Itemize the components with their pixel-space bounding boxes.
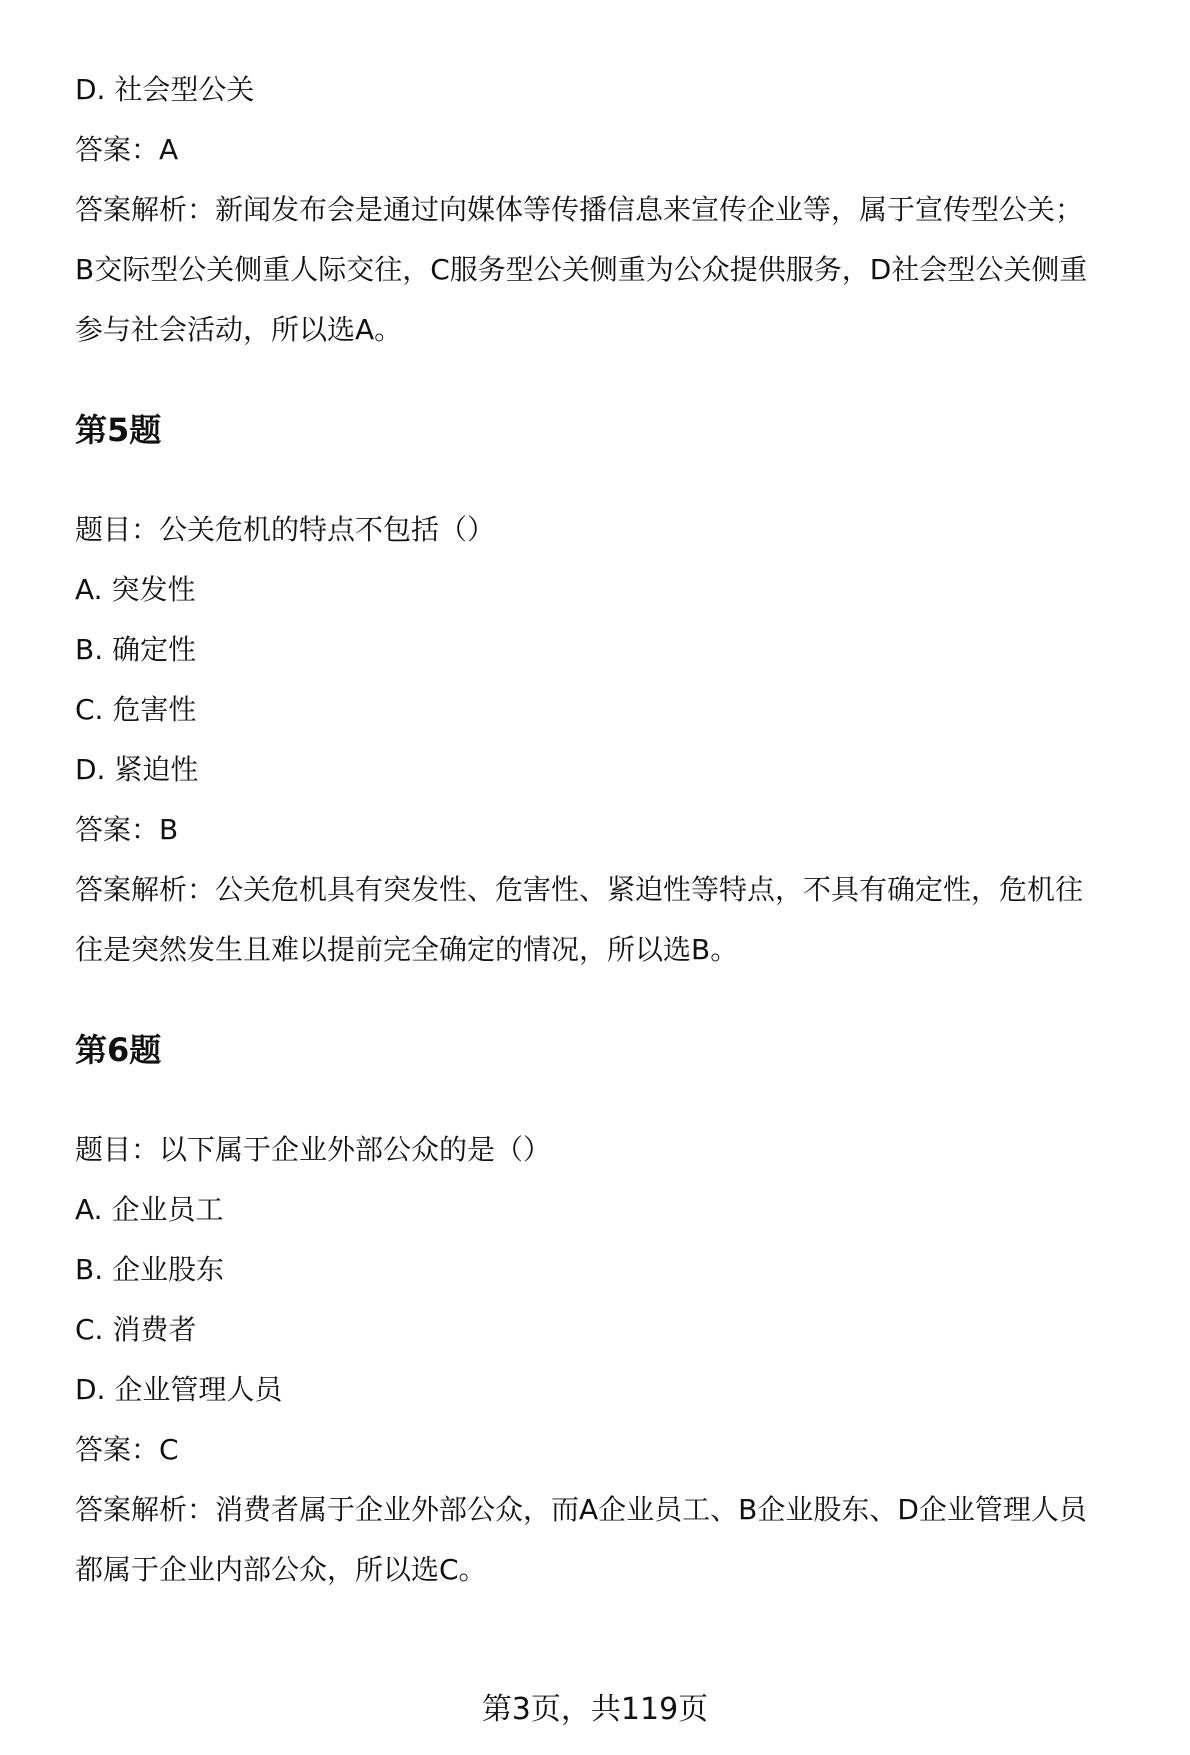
analysis-line: 往是突然发生且难以提前完全确定的情况，所以选B。 <box>75 933 739 966</box>
question-stem: 题目：公关危机的特点不包括（） <box>75 513 496 546</box>
option-c: C. 危害性 <box>75 693 197 726</box>
answer: 答案：C <box>75 1433 179 1466</box>
question-5 <box>75 400 1165 980</box>
option-c: C. 消费者 <box>75 1313 197 1346</box>
analysis-line: 答案解析：公关危机具有突发性、危害性、紧迫性等特点，不具有确定性，危机往 <box>75 873 1084 906</box>
question-4-tail <box>75 60 1165 360</box>
answer: 答案：A <box>75 133 179 166</box>
question-6 <box>75 1020 1165 1600</box>
option-a: A. 突发性 <box>75 573 196 606</box>
question-title: 第5题 <box>75 411 162 449</box>
page-indicator: 第3页，共119页 <box>481 1692 709 1727</box>
analysis-line: B交际型公关侧重人际交往，C服务型公关侧重为公众提供服务，D社会型公关侧重 <box>75 253 1088 286</box>
answer: 答案：B <box>75 813 179 846</box>
analysis-line: 答案解析：新闻发布会是通过向媒体等传播信息来宣传企业等，属于宣传型公关； <box>75 193 1084 226</box>
option-b: B. 确定性 <box>75 633 197 666</box>
analysis-line: 都属于企业内部公众，所以选C。 <box>75 1553 487 1586</box>
question-title: 第6题 <box>75 1031 162 1069</box>
option-a: A. 企业员工 <box>75 1193 224 1226</box>
option-d: D. 社会型公关 <box>75 73 255 106</box>
analysis-line: 参与社会活动，所以选A。 <box>75 313 403 346</box>
analysis-line: 答案解析：消费者属于企业外部公众，而A企业员工、B企业股东、D企业管理人员 <box>75 1493 1087 1526</box>
question-stem: 题目：以下属于企业外部公众的是（） <box>75 1133 552 1166</box>
document-page <box>75 60 1165 1600</box>
option-d: D. 紧迫性 <box>75 753 199 786</box>
option-b: B. 企业股东 <box>75 1253 225 1286</box>
option-d: D. 企业管理人员 <box>75 1373 283 1406</box>
